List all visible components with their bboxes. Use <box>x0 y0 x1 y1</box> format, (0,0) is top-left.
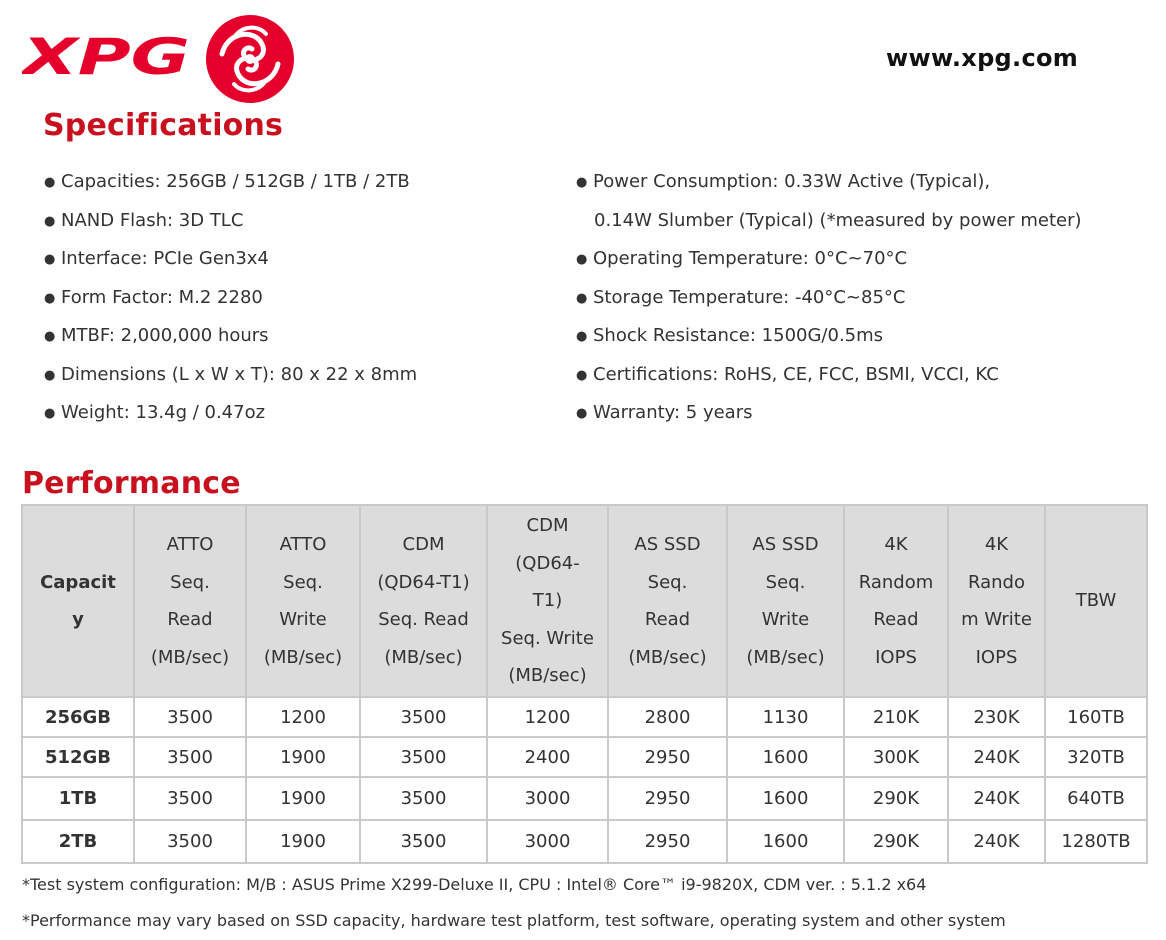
table-cell: 240K <box>948 737 1045 777</box>
specifications-heading: Specifications <box>43 108 284 143</box>
bullet-icon: ● <box>576 290 588 306</box>
header-line: ATTO <box>166 534 214 555</box>
website-url[interactable]: www.xpg.com <box>886 44 1079 72</box>
bullet-icon: ● <box>576 406 588 421</box>
header-line: Write <box>761 609 810 630</box>
xpg-logo <box>22 14 294 104</box>
table-cell: 640TB <box>1045 777 1147 820</box>
table-header-cell <box>134 505 246 697</box>
header-line: AS SSD <box>634 534 701 555</box>
spec-item: ● Power Consumption: 0.33W Active (Typical), <box>576 168 1082 207</box>
table-row <box>22 697 1147 737</box>
table-row <box>22 820 1147 863</box>
header-line: (MB/sec) <box>263 646 343 668</box>
table-cell: 290K <box>844 820 948 863</box>
spec-item: ● MTBF: 2,000,000 hours <box>44 322 417 361</box>
xpg-wordmark: XPG <box>22 28 190 86</box>
header-capacity <box>22 505 134 697</box>
header-line: TBW <box>1075 590 1117 612</box>
table-cell: 320TB <box>1045 737 1147 777</box>
bullet-icon: ● <box>44 329 56 344</box>
header-line: Seq. <box>765 571 806 593</box>
table-header-cell <box>246 505 360 697</box>
header-line: CDM <box>402 534 445 555</box>
bullet-icon: ● <box>576 329 588 344</box>
table-cell: 1130 <box>727 697 844 737</box>
specs-right-list <box>576 168 1082 438</box>
spec-item: ● Storage Temperature: -40°C~85°C <box>576 284 1082 323</box>
table-cell: 2800 <box>608 697 727 737</box>
header-line: T1) <box>532 590 563 612</box>
table-header-cell <box>844 505 948 697</box>
bullet-icon: ● <box>576 252 588 267</box>
capacity-cell: 1TB <box>22 777 134 820</box>
table-header-cell <box>608 505 727 697</box>
table-cell: 240K <box>948 777 1045 820</box>
table-cell: 3000 <box>487 820 608 863</box>
header-line: (MB/sec) <box>508 665 587 687</box>
header-line: IOPS <box>975 646 1018 668</box>
table-cell: 3500 <box>360 737 487 777</box>
xpg-emblem-icon <box>206 15 294 103</box>
header-line: (QD64-T1) <box>377 571 470 593</box>
header-line: Rando <box>968 571 1025 593</box>
table-row <box>22 737 1147 777</box>
bullet-icon: ● <box>44 175 56 190</box>
header-line: y <box>72 609 84 630</box>
spec-item: ● Shock Resistance: 1500G/0.5ms <box>576 322 1082 361</box>
header-line: CDM <box>526 515 569 537</box>
header-line: Read <box>644 609 691 630</box>
performance-disclaimer-note: *Performance may vary based on SSD capacity, hardware test platform, test software, operating system and other system <box>22 911 1006 930</box>
header-line: Capacit <box>40 571 116 593</box>
spec-item: ● Operating Temperature: 0°C~70°C <box>576 245 1082 284</box>
table-body <box>22 697 1147 863</box>
header-line: m Write <box>961 609 1032 630</box>
header-line: Seq. <box>283 571 323 593</box>
header-line: Read <box>873 609 919 630</box>
table-cell: 1200 <box>246 697 360 737</box>
capacity-cell: 2TB <box>22 820 134 863</box>
header-line: AS SSD <box>752 534 819 555</box>
spec-item: ● NAND Flash: 3D TLC <box>44 207 417 246</box>
spec-item: ● Weight: 13.4g / 0.47oz <box>44 399 417 438</box>
table-cell: 1900 <box>246 820 360 863</box>
test-config-note: *Test system configuration: M/B : ASUS Prime X299-Deluxe II, CPU : Intel® Core™ i9-9820X, CDM ver. : 5.1.2 x64 <box>22 875 927 894</box>
table-cell: 1900 <box>246 777 360 820</box>
header-line: Seq. Write <box>501 627 594 649</box>
bullet-icon: ● <box>576 175 588 190</box>
table-cell: 3500 <box>134 777 246 820</box>
spec-item: ● Dimensions (L x W x T): 80 x 22 x 8mm <box>44 361 417 400</box>
table-header-row <box>22 505 1147 697</box>
spec-item: ● Certifications: RoHS, CE, FCC, BSMI, VCCI, KC <box>576 361 1082 400</box>
spec-item: ● Warranty: 5 years <box>576 399 1082 438</box>
table-cell: 3500 <box>360 820 487 863</box>
table-cell: 1280TB <box>1045 820 1147 863</box>
table-cell: 2950 <box>608 777 727 820</box>
spec-item-continuation: 0.14W Slumber (Typical) (*measured by power meter) <box>594 209 1082 231</box>
table-cell: 290K <box>844 777 948 820</box>
header-line: Read <box>167 609 213 630</box>
table-cell: 160TB <box>1045 697 1147 737</box>
bullet-icon: ● <box>44 213 56 229</box>
header-line: 4K <box>984 534 1009 555</box>
table-header-cell <box>727 505 844 697</box>
header-line: Seq. <box>170 571 210 593</box>
table-cell: 3000 <box>487 777 608 820</box>
table-cell: 3500 <box>360 777 487 820</box>
header-line: Random <box>858 571 934 593</box>
bullet-icon: ● <box>44 290 56 306</box>
bullet-icon: ● <box>576 367 588 383</box>
header-line: 4K <box>884 534 908 555</box>
bullet-icon: ● <box>44 406 56 421</box>
table-cell: 1200 <box>487 697 608 737</box>
spec-item: ● Capacities: 256GB / 512GB / 1TB / 2TB <box>44 168 417 207</box>
table-cell: 1600 <box>727 737 844 777</box>
table-cell: 3500 <box>360 697 487 737</box>
header-line: (QD64- <box>515 552 580 574</box>
table-cell: 230K <box>948 697 1045 737</box>
header-line: Seq. <box>647 571 688 593</box>
table-cell: 3500 <box>134 697 246 737</box>
table-header-cell <box>1045 505 1147 697</box>
table-header-cell <box>948 505 1045 697</box>
table-cell: 1600 <box>727 820 844 863</box>
table-row <box>22 777 1147 820</box>
header-line: IOPS <box>875 646 917 668</box>
header-line: Seq. Read <box>378 609 469 630</box>
header-line: ATTO <box>279 534 327 555</box>
capacity-cell: 512GB <box>22 737 134 777</box>
table-cell: 3500 <box>134 820 246 863</box>
capacity-cell: 256GB <box>22 697 134 737</box>
bullet-icon: ● <box>44 367 56 383</box>
bullet-icon: ● <box>44 252 56 267</box>
performance-heading: Performance <box>22 466 241 501</box>
table-cell: 1600 <box>727 777 844 820</box>
performance-table <box>21 504 1148 864</box>
header-line: (MB/sec) <box>150 646 230 668</box>
table-cell: 240K <box>948 820 1045 863</box>
table-cell: 2950 <box>608 820 727 863</box>
header-line: (MB/sec) <box>746 646 825 668</box>
spec-item: ● Form Factor: M.2 2280 <box>44 284 417 323</box>
table-header-cell <box>487 505 608 697</box>
spec-item: ● Interface: PCIe Gen3x4 <box>44 245 417 284</box>
table-header-cell <box>360 505 487 697</box>
table-cell: 3500 <box>134 737 246 777</box>
table-cell: 300K <box>844 737 948 777</box>
table-cell: 1900 <box>246 737 360 777</box>
header-line: (MB/sec) <box>628 646 707 668</box>
table-cell: 210K <box>844 697 948 737</box>
table-cell: 2400 <box>487 737 608 777</box>
specs-left-list <box>44 168 417 438</box>
header-line: (MB/sec) <box>384 646 463 668</box>
table-cell: 2950 <box>608 737 727 777</box>
header-line: Write <box>279 609 327 630</box>
